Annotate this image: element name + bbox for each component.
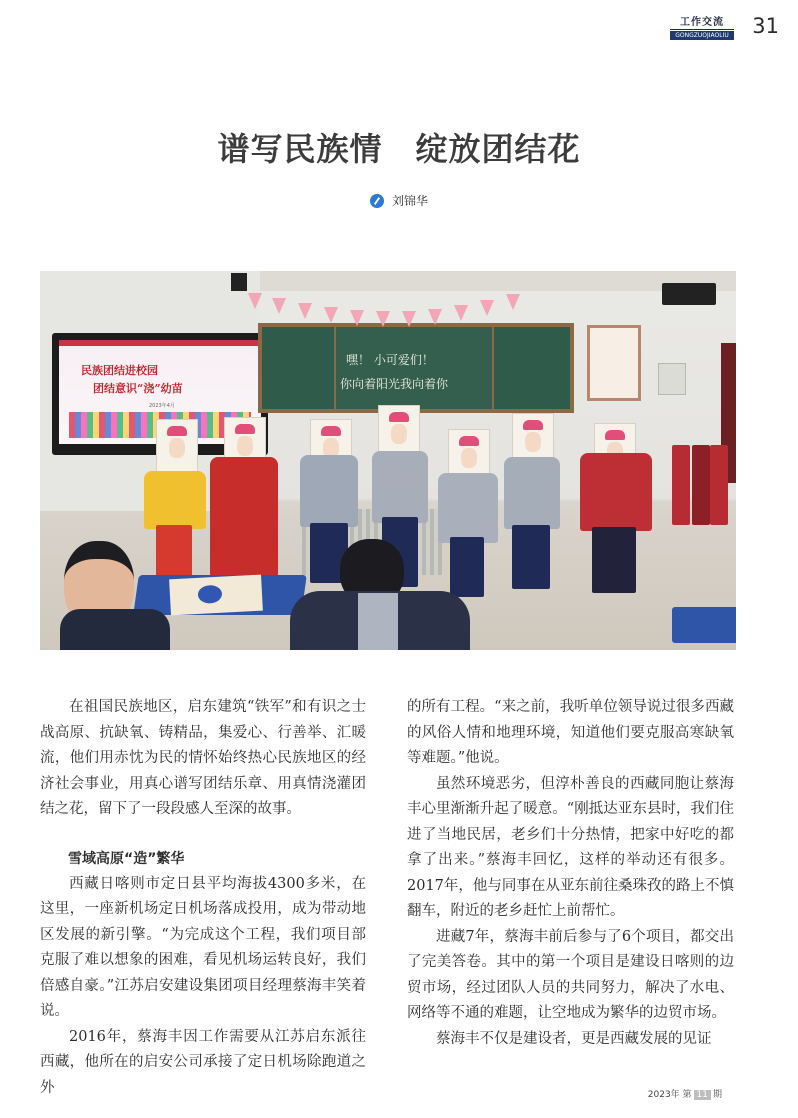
issue-footer xyxy=(648,1087,722,1100)
section-name-en: GONGZUOJIAOLIU xyxy=(670,31,734,40)
photo-board-line2: 你向着阳光我向着你 xyxy=(340,377,449,391)
footer-year: 2023年 第 xyxy=(647,1090,692,1100)
article-title: 谱写民族情 绽放团结花 xyxy=(217,130,581,168)
photo-speaker-left xyxy=(231,273,247,291)
section-header xyxy=(670,16,734,40)
footer-issue-number: 11 xyxy=(694,1090,711,1100)
photo-board-line1: 嘿！ 小可爱们！ xyxy=(346,353,434,367)
photo-blackboard xyxy=(258,323,574,413)
paragraph: 蔡海丰不仅是建设者，更是西藏发展的见证 xyxy=(436,1030,712,1047)
photo-bunting xyxy=(248,291,538,331)
paragraph: 在祖国民族地区，启东建筑“铁军”和有识之士战高原、抗缺氧、铸精品，集爱心、行善举、汇暖流，他们用赤忱为民的情怀始终热心民族地区的经济社会事业，用真心谱写团结乐章、用真情浇灌团结之花，留下了一段段感人至深的故事。 xyxy=(40,699,366,817)
paragraph: 的所有工程。“来之前，我听单位领导说过很多西藏的风俗人情和地理环境，知道他们要克服高寒缺氧等难题。”他说。 xyxy=(407,699,734,766)
section-name-cn: 工作交流 xyxy=(670,16,734,30)
photo-screen-line1: 民族团结进校园 xyxy=(81,364,158,377)
author-line xyxy=(0,192,798,209)
paragraph: 西藏日喀则市定日县平均海拔4300多米，在这里，一座新机场定日机场落成投用，成为带动地区发展的新引擎。“为完成这个工程，我们项目部克服了难以想象的困难，看见机场运转良好，我们倍感自豪。”江苏启安建设集团项目经理蔡海丰笑着说。 xyxy=(40,875,366,1019)
article-column-right xyxy=(407,695,734,1052)
paragraph: 2016年，蔡海丰因工作需要从江苏启东派往西藏，他所在的启安公司承接了定日机场除跑道之外 xyxy=(40,1028,366,1096)
photo-desk-right xyxy=(672,607,736,643)
pen-icon xyxy=(370,194,384,208)
footer-suffix: 期 xyxy=(712,1090,722,1100)
photo-drawing xyxy=(169,575,263,616)
photo-screen-line2: 团结意识“浇”幼苗 xyxy=(93,382,183,395)
photo-wall-switch xyxy=(658,363,686,395)
classroom-photo xyxy=(40,271,736,650)
paragraph: 虽然环境恶劣，但淳朴善良的西藏同胞让蔡海丰心里渐渐升起了暖意。“刚抵达亚东县时，我们住进了当地民居，老乡们十分热情，把家中好吃的都拿了出来。”蔡海丰回忆，这样的举动还有很多。2017年，他与同事在从亚东前往桑珠孜的路上不慎翻车，附近的老乡赶忙上前帮忙。 xyxy=(407,775,734,919)
photo-wall-poster xyxy=(587,325,641,401)
author-name: 刘锦华 xyxy=(391,194,428,208)
page-number: 31 xyxy=(752,14,779,38)
section-subhead: 雪域高原“造”繁华 xyxy=(68,850,185,867)
paragraph: 进藏7年，蔡海丰前后参与了6个项目，都交出了完美答卷。其中的第一个项目是建设日喀则的边贸市场，经过团队人员的共同努力，解决了水电、网络等不通的难题，让空地成为繁华的边贸市场。 xyxy=(407,928,734,1021)
photo-speaker-right xyxy=(662,283,716,305)
photo-costume-rack xyxy=(668,431,728,571)
article-column-left xyxy=(40,695,366,1101)
photo-screen-date: 2023年4月 xyxy=(149,403,175,409)
